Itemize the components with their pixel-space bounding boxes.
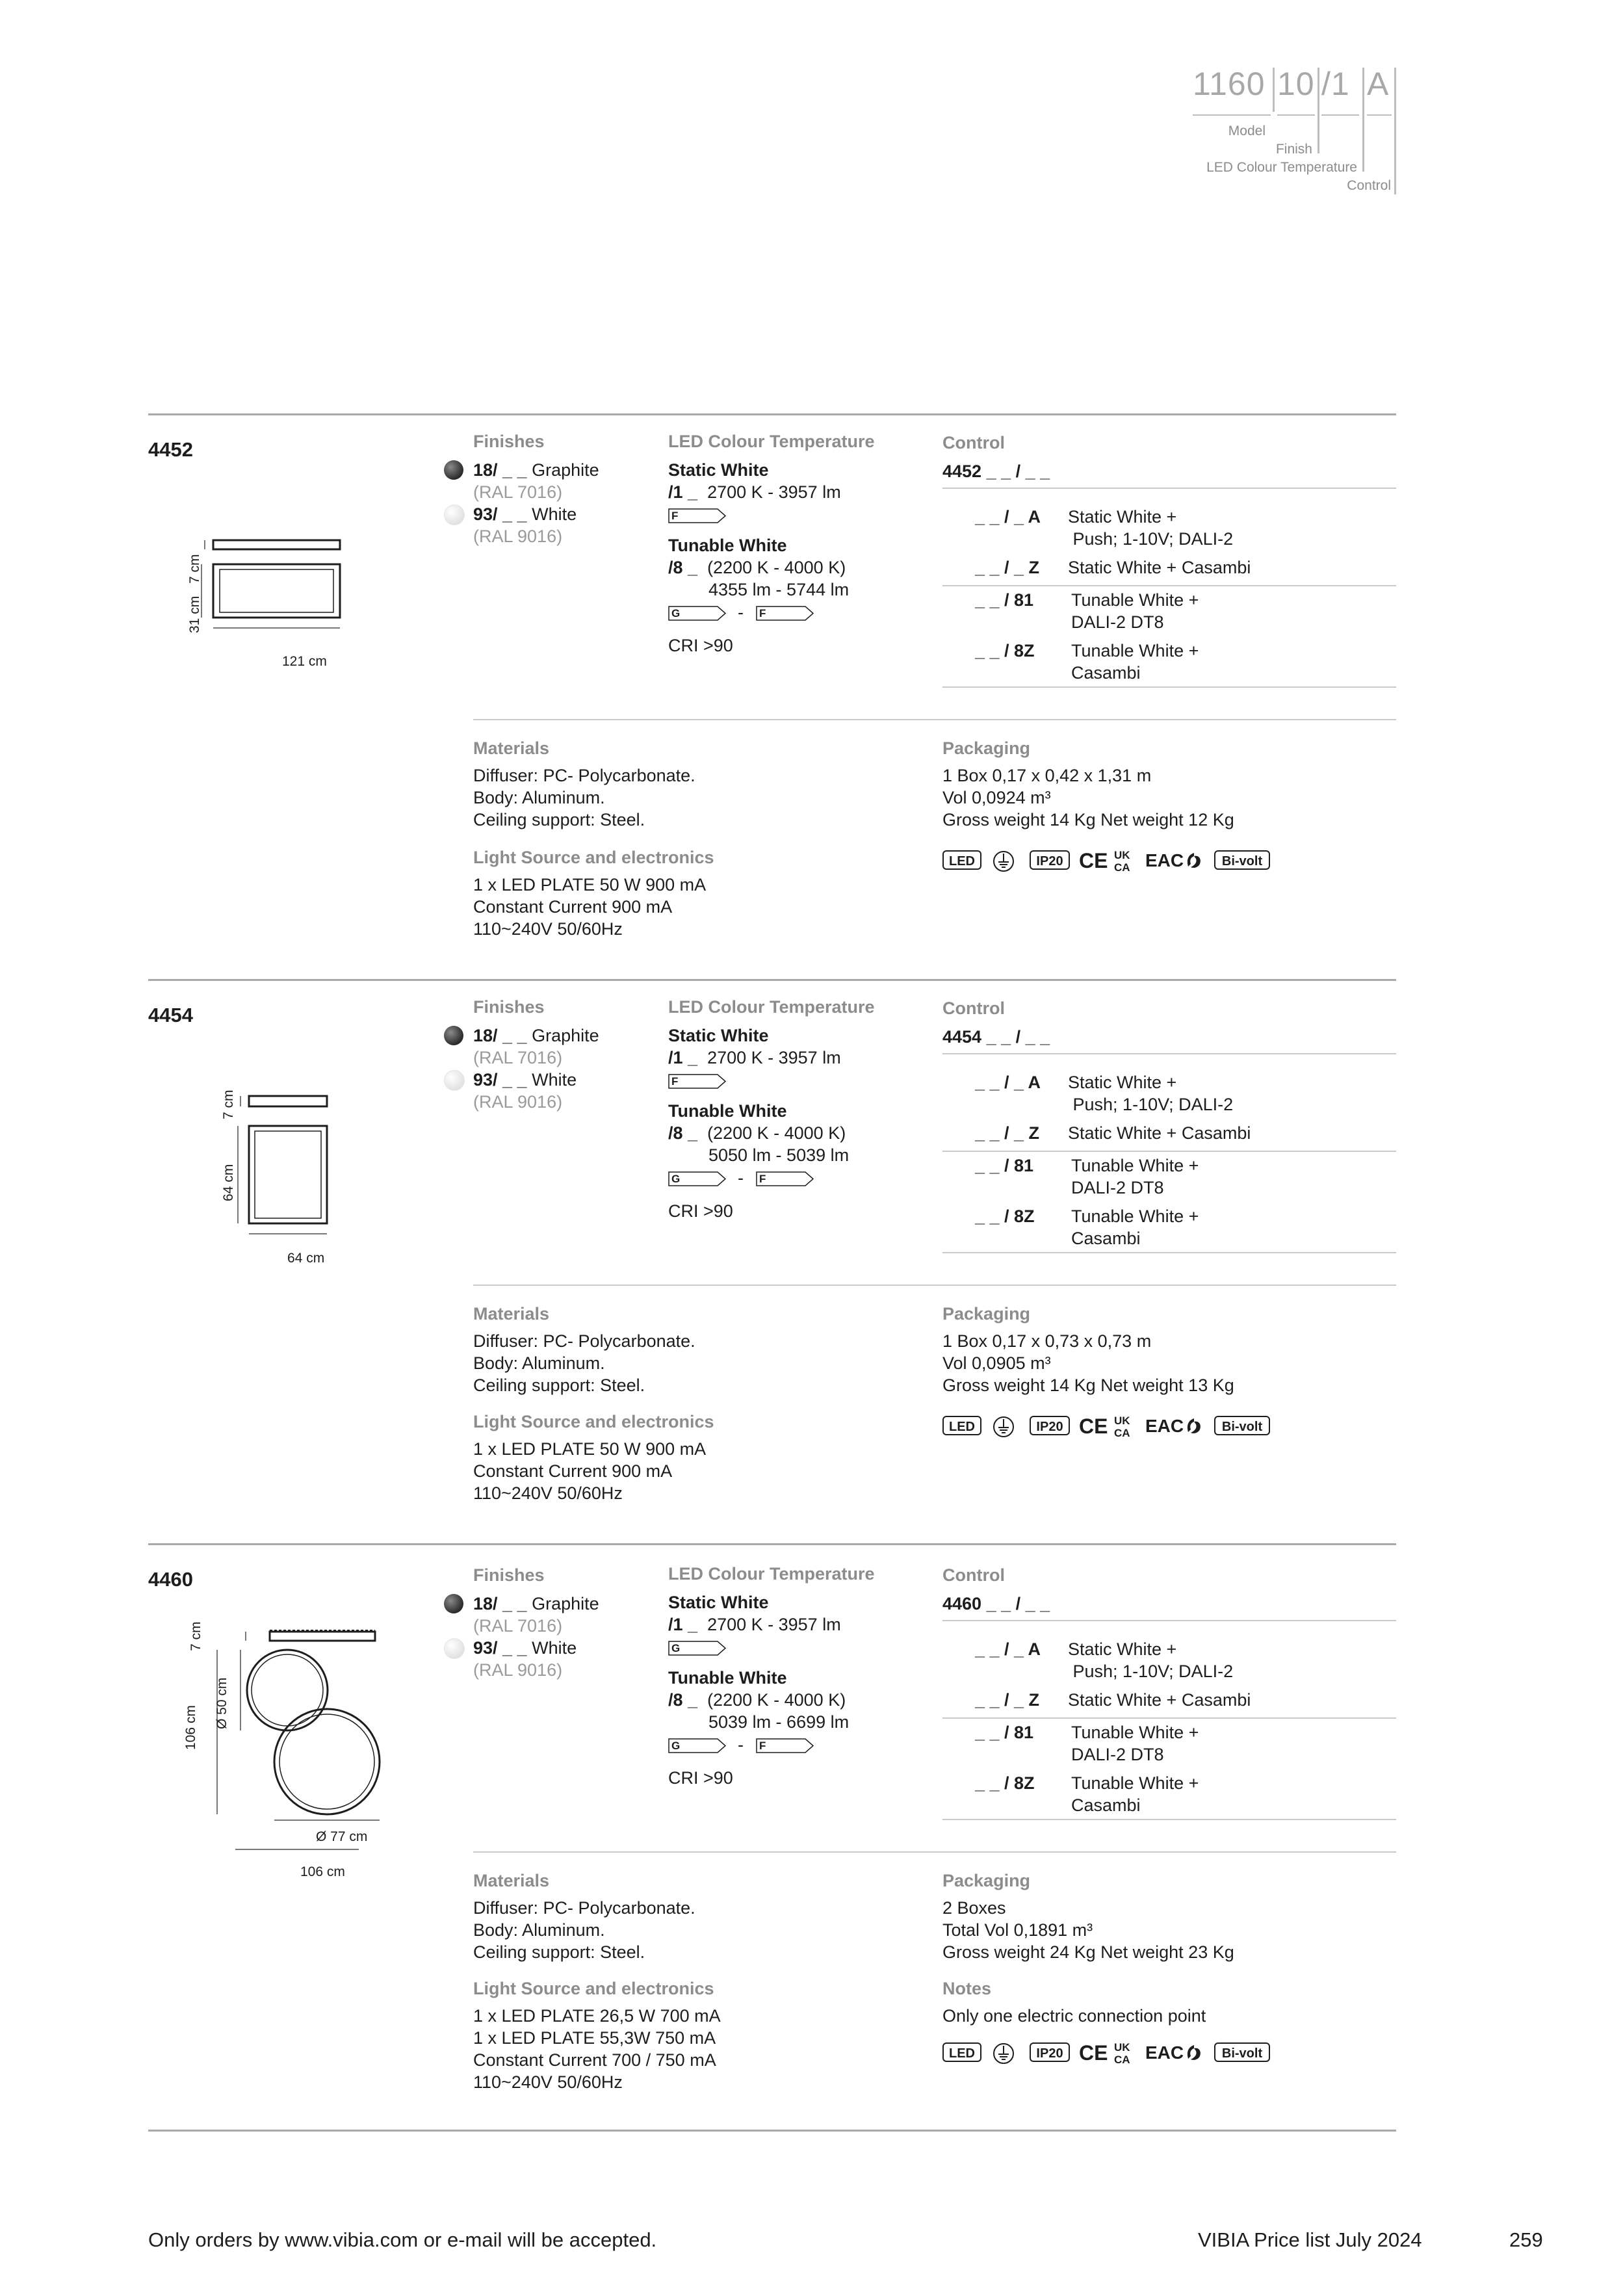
finish-ral: (RAL 9016) (473, 527, 563, 546)
section-rule (148, 413, 1396, 415)
energy-class-tag (668, 1171, 727, 1186)
light-source-header: Light Source and electronics (473, 1979, 714, 1998)
energy-dash: - (738, 1735, 744, 1755)
materials-header: Materials (473, 738, 550, 758)
control-option-code: _ _ / 81 (975, 590, 1034, 610)
control-desc-line: DALI-2 DT8 (1071, 1178, 1164, 1197)
energy-dash: - (738, 603, 744, 622)
light-line: Constant Current 700 / 750 mA (473, 2050, 716, 2070)
legend-underline (1277, 114, 1315, 116)
white-swatch (444, 504, 465, 525)
dim-diameter-large: Ø 77 cm (316, 1829, 368, 1844)
static-white-title: Static White (668, 460, 769, 480)
graphite-swatch (444, 1026, 463, 1045)
mid-rule (473, 1285, 1396, 1286)
legend-divider (1318, 68, 1319, 153)
led-header: LED Colour Temperature (668, 997, 875, 1017)
tunable-white-title: Tunable White (668, 536, 787, 555)
control-option-desc: Static White + Casambi (1068, 558, 1251, 577)
material-line: Diffuser: PC- Polycarbonate. (473, 766, 695, 785)
product-code: 4454 (148, 1004, 193, 1026)
led-icon: LED (942, 2042, 981, 2062)
finish-name: White (532, 1638, 577, 1658)
control-option-code: _ _ / _ Z (975, 1690, 1040, 1710)
finish-ral: (RAL 7016) (473, 1048, 563, 1067)
footer-brand: VIBIA Price list July 2024 (1198, 2228, 1422, 2251)
tunable-lumens: 5050 lm - 5039 lm (708, 1145, 850, 1165)
control-header: Control (942, 433, 1005, 452)
footer-note: Only orders by www.vibia.com or e-mail will be accepted. (148, 2228, 657, 2251)
control-option-desc (1071, 589, 1199, 633)
control-desc-line: Tunable White + (1071, 1207, 1199, 1226)
dim-width: 121 cm (282, 654, 327, 669)
packaging-line: 1 Box 0,17 x 0,73 x 0,73 m (942, 1331, 1152, 1351)
legend-label-led: LED Colour Temperature (1206, 160, 1357, 175)
control-desc-line: Tunable White + (1071, 641, 1199, 660)
material-line: Diffuser: PC- Polycarbonate. (473, 1898, 695, 1918)
energy-class-tag (668, 508, 727, 523)
finish-name: White (532, 504, 577, 524)
packaging-header: Packaging (942, 1871, 1031, 1890)
control-desc-line: Static White + (1068, 507, 1177, 527)
control-option-code: _ _ / _ Z (975, 558, 1040, 577)
static-values: 2700 K - 3957 lm (707, 482, 841, 502)
product-section-4454 (148, 979, 1396, 1545)
graphite-swatch (444, 460, 463, 480)
ukca-mark-icon: UK CA (1114, 1415, 1130, 1439)
control-rule (942, 488, 1396, 489)
bivolt-icon: Bi-volt (1214, 1416, 1270, 1435)
packaging-line: Vol 0,0905 m³ (942, 1353, 1051, 1373)
control-option-desc (1071, 1721, 1199, 1766)
finish-graphite (473, 1024, 599, 1047)
drawing-rect-lamp (187, 537, 343, 641)
static-white-line (668, 481, 841, 503)
static-white-title: Static White (668, 1593, 769, 1612)
bivolt-icon: Bi-volt (1214, 850, 1270, 870)
legend-underline (1367, 114, 1392, 116)
control-code: 4460 _ _ / _ _ (942, 1594, 1050, 1613)
dim-width: 106 cm (300, 1864, 345, 1879)
control-desc-line: Tunable White + (1071, 590, 1199, 610)
static-values: 2700 K - 3957 lm (707, 1048, 841, 1067)
finish-name: White (532, 1070, 577, 1089)
materials-header: Materials (473, 1304, 550, 1324)
material-line: Ceiling support: Steel. (473, 1942, 645, 1962)
packaging-line: Total Vol 0,1891 m³ (942, 1920, 1093, 1940)
control-option-code: _ _ / 8Z (975, 641, 1035, 660)
control-code: 4454 _ _ / _ _ (942, 1027, 1050, 1047)
control-option-desc (1071, 1772, 1199, 1816)
control-rule (942, 585, 1396, 586)
ukca-mark-icon: UK CA (1114, 2041, 1130, 2066)
energy-class: F (759, 1740, 766, 1752)
material-line: Body: Aluminum. (473, 1353, 605, 1373)
led-icon: LED (942, 850, 981, 870)
light-line: 1 x LED PLATE 55,3W 750 mA (473, 2028, 716, 2048)
control-option-code: _ _ / _ A (975, 1073, 1041, 1092)
legend-divider (1394, 68, 1396, 194)
eac-mark-icon: EAC (1145, 850, 1184, 870)
white-swatch (444, 1638, 465, 1659)
dim-height: 7 cm (187, 554, 202, 584)
certification-icons (942, 2040, 1280, 2066)
material-line: Body: Aluminum. (473, 1920, 605, 1940)
mid-rule (473, 1851, 1396, 1853)
finish-code: 18/ _ _ (473, 1594, 527, 1613)
control-desc-line: DALI-2 DT8 (1071, 612, 1164, 632)
control-option-code: _ _ / 81 (975, 1156, 1034, 1175)
packaging-line: 2 Boxes (942, 1898, 1006, 1918)
eac-mark-icon: EAC (1145, 1416, 1184, 1436)
energy-class-tag (756, 1171, 814, 1186)
dim-depth: 64 cm (221, 1164, 236, 1201)
control-rule (942, 686, 1396, 688)
finish-graphite (473, 1593, 599, 1615)
light-line: 110~240V 50/60Hz (473, 1483, 623, 1503)
material-line: Ceiling support: Steel. (473, 810, 645, 829)
finishes-header: Finishes (473, 997, 545, 1017)
legend-led-code: /1 (1321, 66, 1350, 102)
static-white-line (668, 1613, 841, 1636)
bivolt-icon: Bi-volt (1214, 2042, 1270, 2062)
control-option-code: _ _ / _ A (975, 1639, 1041, 1659)
control-desc-line: Casambi (1071, 1795, 1141, 1815)
tunable-code: /8 _ (668, 1690, 698, 1710)
legend-divider (1273, 68, 1275, 112)
control-option-desc (1068, 1638, 1233, 1682)
legend-finish-code: 10 (1277, 66, 1315, 102)
dim-height: 7 cm (221, 1089, 236, 1119)
tunable-range: (2200 K - 4000 K) (707, 1690, 846, 1710)
tunable-lumens: 4355 lm - 5744 lm (708, 580, 850, 599)
ip20-icon: IP20 (1030, 2042, 1070, 2062)
energy-class-tag (668, 606, 727, 621)
control-option-code: _ _ / _ Z (975, 1123, 1040, 1143)
mid-rule (473, 719, 1396, 720)
energy-class-tag (756, 1738, 814, 1753)
dim-width: 64 cm (287, 1251, 325, 1266)
notes-header: Notes (942, 1979, 992, 1998)
static-white-line (668, 1047, 841, 1069)
certification-icons (942, 848, 1280, 874)
earth-symbol-icon (992, 1415, 1015, 1439)
energy-class-tag (668, 1641, 727, 1656)
tunable-lumens: 5039 lm - 6699 lm (708, 1712, 850, 1732)
energy-class: F (759, 1173, 766, 1185)
eac-mark-icon: EAC (1145, 2042, 1184, 2063)
finish-white (473, 503, 577, 525)
tunable-white-line (668, 1689, 846, 1711)
light-line: Constant Current 900 mA (473, 1461, 673, 1481)
section-rule (148, 1543, 1396, 1545)
control-desc-line: DALI-2 DT8 (1071, 1745, 1164, 1764)
product-section-4452 (148, 413, 1396, 979)
finish-ral: (RAL 7016) (473, 482, 563, 502)
control-desc-line: Tunable White + (1071, 1156, 1199, 1175)
control-header: Control (942, 1565, 1005, 1585)
legend-label-model: Model (1228, 124, 1266, 138)
ukca-mark-icon: UK CA (1114, 849, 1130, 874)
control-desc-line: Push; 1-10V; DALI-2 (1072, 529, 1234, 549)
tunable-white-title: Tunable White (668, 1668, 787, 1688)
section-rule (148, 2130, 1396, 2132)
dim-line (235, 1849, 359, 1850)
finish-graphite (473, 459, 599, 481)
static-code: /1 _ (668, 482, 698, 502)
finish-code: 18/ _ _ (473, 1026, 527, 1045)
control-rule (942, 1151, 1396, 1152)
control-option-code: _ _ / 8Z (975, 1207, 1035, 1226)
control-desc-line: Tunable White + (1071, 1773, 1199, 1793)
tunable-white-line (668, 556, 846, 579)
cri-value: CRI >90 (668, 1201, 733, 1221)
light-source-header: Light Source and electronics (473, 848, 714, 867)
packaging-line: Gross weight 24 Kg Net weight 23 Kg (942, 1942, 1234, 1962)
light-line: 1 x LED PLATE 26,5 W 700 mA (473, 2006, 721, 2026)
control-desc-line: Casambi (1071, 663, 1141, 683)
code-legend (1180, 65, 1401, 202)
certification-icons (942, 1413, 1280, 1439)
control-desc-line: Casambi (1071, 1229, 1141, 1248)
led-header: LED Colour Temperature (668, 432, 875, 451)
ip20-icon: IP20 (1030, 1416, 1070, 1435)
control-header: Control (942, 998, 1005, 1018)
energy-class: G (671, 1642, 681, 1654)
ce-mark-icon: CE (1079, 849, 1108, 872)
finish-white (473, 1637, 577, 1659)
earth-symbol-icon (992, 2042, 1015, 2065)
tunable-range: (2200 K - 4000 K) (707, 1123, 846, 1143)
finish-name: Graphite (532, 460, 599, 480)
finishes-header: Finishes (473, 1565, 545, 1585)
finish-code: 93/ _ _ (473, 1070, 527, 1089)
section-rule (148, 979, 1396, 981)
tunable-range: (2200 K - 4000 K) (707, 558, 846, 577)
drawing-square-lamp (220, 1089, 337, 1246)
energy-class-tag (756, 606, 814, 621)
control-option-desc (1071, 640, 1199, 684)
led-header: LED Colour Temperature (668, 1564, 875, 1584)
tunable-code: /8 _ (668, 1123, 698, 1143)
tunable-white-line (668, 1122, 846, 1144)
control-rule (942, 1717, 1396, 1719)
control-code: 4452 _ _ / _ _ (942, 462, 1050, 481)
energy-class-tag (668, 1074, 727, 1089)
tunable-white-title: Tunable White (668, 1101, 787, 1121)
energy-dash: - (738, 1168, 744, 1188)
legend-model-code: 1160 (1193, 66, 1266, 102)
static-code: /1 _ (668, 1615, 698, 1634)
static-white-title: Static White (668, 1026, 769, 1045)
material-line: Diffuser: PC- Polycarbonate. (473, 1331, 695, 1351)
material-line: Ceiling support: Steel. (473, 1376, 645, 1395)
finish-name: Graphite (532, 1594, 599, 1613)
legend-label-control: Control (1347, 178, 1391, 193)
materials-header: Materials (473, 1871, 550, 1890)
light-source-header: Light Source and electronics (473, 1412, 714, 1431)
control-rule (942, 1620, 1396, 1621)
energy-class: G (671, 607, 681, 620)
light-line: 1 x LED PLATE 50 W 900 mA (473, 875, 707, 894)
earth-symbol-icon (992, 850, 1015, 873)
packaging-line: Gross weight 14 Kg Net weight 12 Kg (942, 810, 1234, 829)
finish-code: 93/ _ _ (473, 1638, 527, 1658)
packaging-header: Packaging (942, 738, 1031, 758)
finish-white (473, 1069, 577, 1091)
note-text: Only one electric connection point (942, 2006, 1206, 2026)
control-desc-line: Push; 1-10V; DALI-2 (1072, 1662, 1234, 1681)
legend-divider (1362, 68, 1364, 172)
packaging-line: 1 Box 0,17 x 0,42 x 1,31 m (942, 766, 1152, 785)
packaging-line: Gross weight 14 Kg Net weight 13 Kg (942, 1376, 1234, 1395)
light-line: 110~240V 50/60Hz (473, 2072, 623, 2092)
control-rule (942, 1819, 1396, 1820)
recycling-leaf-icon (1184, 851, 1204, 870)
control-desc-line: Push; 1-10V; DALI-2 (1072, 1095, 1234, 1114)
cri-value: CRI >90 (668, 636, 733, 655)
led-icon: LED (942, 1416, 981, 1435)
legend-underline (1321, 114, 1359, 116)
energy-class: F (759, 607, 766, 620)
ce-mark-icon: CE (1079, 2041, 1108, 2065)
light-line: Constant Current 900 mA (473, 897, 673, 917)
control-option-code: _ _ / _ A (975, 507, 1041, 527)
control-option-desc (1071, 1155, 1199, 1199)
control-desc-line: Static White + (1068, 1073, 1177, 1092)
energy-class: F (671, 1075, 679, 1088)
finish-ral: (RAL 9016) (473, 1660, 563, 1680)
tunable-code: /8 _ (668, 558, 698, 577)
dim-depth: 31 cm (187, 595, 202, 633)
dim-diameter-small: Ø 50 cm (214, 1677, 229, 1729)
material-line: Body: Aluminum. (473, 788, 605, 807)
finish-code: 93/ _ _ (473, 504, 527, 524)
static-code: /1 _ (668, 1048, 698, 1067)
product-code: 4460 (148, 1568, 193, 1591)
recycling-leaf-icon (1184, 1416, 1204, 1436)
packaging-header: Packaging (942, 1304, 1031, 1324)
finishes-header: Finishes (473, 432, 545, 451)
page-number: 259 (1509, 2228, 1543, 2251)
ce-mark-icon: CE (1079, 1415, 1108, 1438)
finish-ral: (RAL 9016) (473, 1092, 563, 1112)
legend-label-finish: Finish (1275, 142, 1312, 157)
control-option-desc (1071, 1205, 1199, 1249)
control-option-code: _ _ / 81 (975, 1723, 1034, 1742)
finish-ral: (RAL 7016) (473, 1616, 563, 1636)
cri-value: CRI >90 (668, 1768, 733, 1788)
product-code: 4452 (148, 438, 193, 461)
static-values: 2700 K - 3957 lm (707, 1615, 841, 1634)
legend-underline (1193, 114, 1271, 116)
legend-control-code: A (1367, 66, 1390, 102)
control-option-desc: Static White + Casambi (1068, 1123, 1251, 1143)
light-line: 110~240V 50/60Hz (473, 919, 623, 939)
graphite-swatch (444, 1594, 463, 1613)
recycling-leaf-icon (1184, 2043, 1204, 2063)
control-option-desc (1068, 506, 1233, 550)
control-option-desc (1068, 1071, 1233, 1115)
white-swatch (444, 1070, 465, 1091)
energy-class: G (671, 1740, 681, 1752)
finish-name: Graphite (532, 1026, 599, 1045)
ip20-icon: IP20 (1030, 850, 1070, 870)
light-line: 1 x LED PLATE 50 W 900 mA (473, 1439, 707, 1459)
dim-depth: 106 cm (183, 1705, 198, 1750)
control-rule (942, 1053, 1396, 1054)
energy-class-tag (668, 1738, 727, 1753)
control-option-code: _ _ / 8Z (975, 1773, 1035, 1793)
finish-code: 18/ _ _ (473, 460, 527, 480)
control-desc-line: Static White + (1068, 1639, 1177, 1659)
energy-class: G (671, 1173, 681, 1185)
control-desc-line: Tunable White + (1071, 1723, 1199, 1742)
packaging-line: Vol 0,0924 m³ (942, 788, 1051, 807)
control-option-desc: Static White + Casambi (1068, 1690, 1251, 1710)
dim-height: 7 cm (188, 1621, 203, 1651)
product-section-4460 (148, 1543, 1396, 2141)
energy-class: F (671, 510, 679, 522)
control-rule (942, 1252, 1396, 1253)
